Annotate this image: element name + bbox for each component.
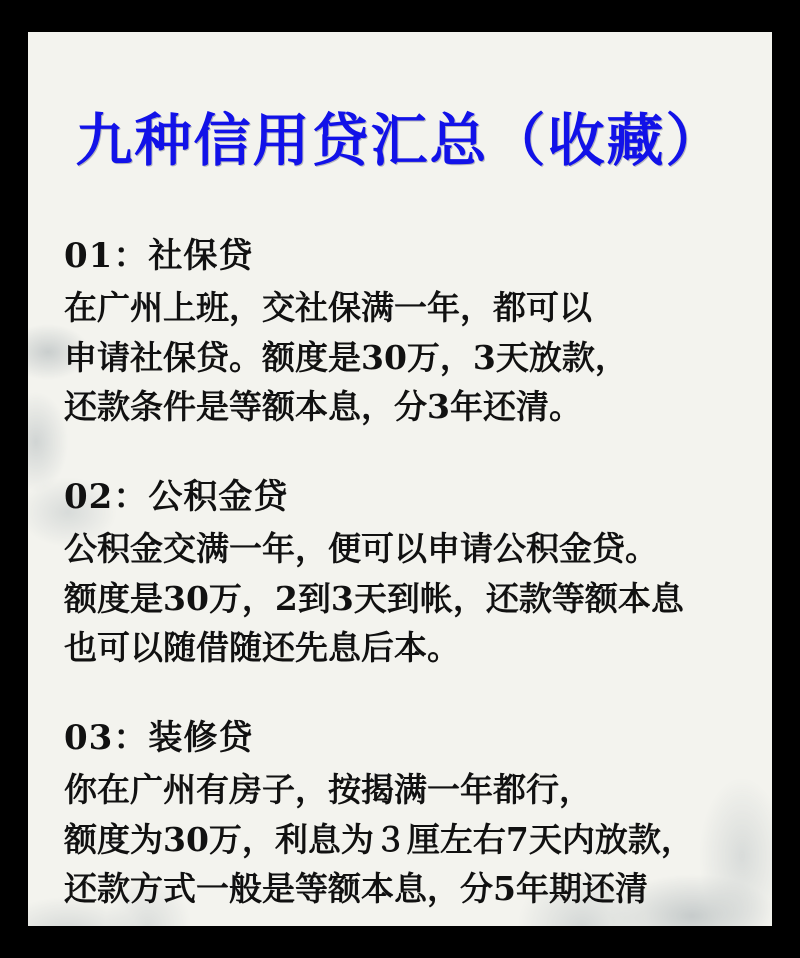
section-03: [64, 717, 736, 914]
section-01-heading: 01：社保贷: [64, 235, 254, 276]
section-02-line-3: 也可以随借随还先息后本。: [64, 628, 460, 668]
section-03-body: [64, 765, 736, 914]
section-03-line-2: 额度为30万，利息为３厘左右7天内放款，: [64, 819, 694, 859]
section-01-line-3: 还款条件是等额本息，分3年还清。: [64, 387, 582, 427]
section-01-line-2: 申请社保贷。额度是30万，3天放款，: [64, 337, 628, 377]
section-02-line-1: 公积金交满一年，便可以申请公积金贷。: [64, 529, 658, 569]
section-01-line-1: 在广州上班，交社保满一年，都可以: [64, 288, 592, 328]
section-03-line-1: 你在广州有房子，按揭满一年都行，: [64, 770, 592, 810]
section-03-line-3: 还款方式一般是等额本息，分5年期还清: [64, 869, 648, 909]
poster-content: [28, 32, 772, 914]
section-02-heading: 02：公积金贷: [64, 476, 289, 517]
page-title: 九种信用贷汇总（收藏）: [75, 107, 725, 174]
section-02: [64, 476, 736, 673]
section-02-line-2: 额度是30万，2到3天到帐，还款等额本息: [64, 578, 684, 618]
section-01: [64, 235, 736, 432]
section-03-heading: 03：装修贷: [64, 717, 254, 758]
section-02-body: [64, 524, 736, 673]
section-01-body: [64, 283, 736, 432]
poster-card: [28, 32, 772, 926]
